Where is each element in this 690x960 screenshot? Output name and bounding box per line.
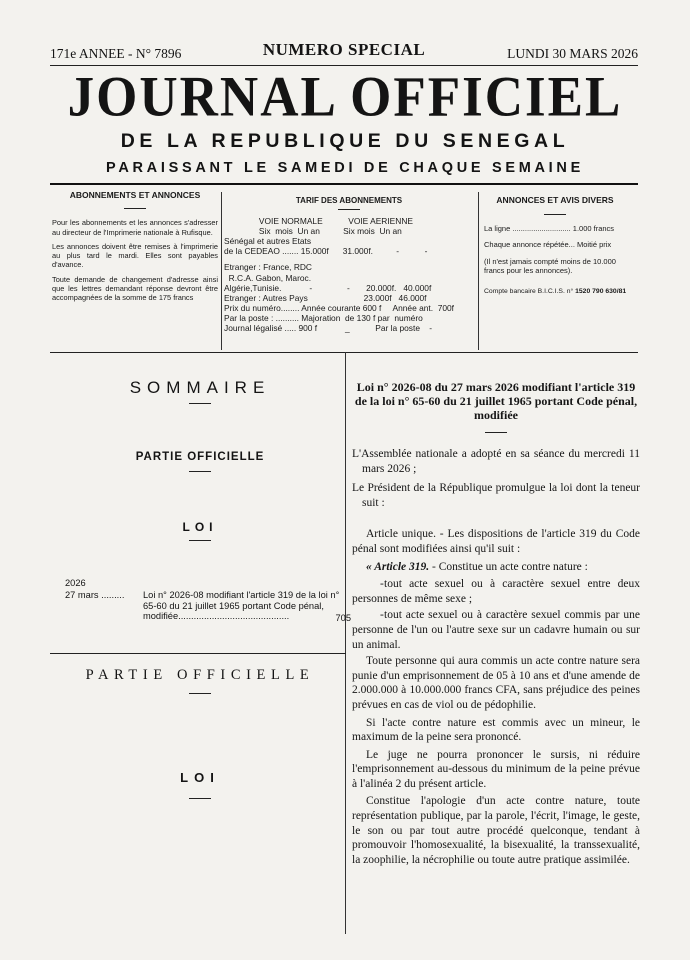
subscriptions-title: ABONNEMENTS ET ANNONCES (69, 190, 201, 200)
masthead-title: JOURNAL OFFICIEL (67, 65, 623, 129)
issue-date: LUNDI 30 MARS 2026 (507, 46, 638, 61)
subscriptions-paragraph: Les annonces doivent être remises à l'imprimerie au plus tard le mardi. Elles sont payables d'avance. (52, 241, 218, 270)
header-bottom-rule (50, 352, 638, 353)
rates-line: Par la poste : .......... Majoration de 130 f par numéro (224, 312, 423, 323)
ads-box (484, 196, 626, 296)
summary-row (65, 589, 351, 623)
body-column-divider (345, 352, 346, 934)
section-rule (50, 653, 346, 654)
subscriptions-paragraph: Pour les abonnements et les annonces s'adresser au directeur de l'Imprimerie nationale à Rufisque. (52, 218, 218, 237)
issue-header-line (50, 42, 638, 66)
summary-title: SOMMAIRE (129, 378, 271, 397)
bank-account-number: 1520 790 630/81 (575, 287, 627, 295)
masthead-subtitle: DE LA REPUBLIQUE DU SENEGAL (120, 130, 570, 152)
law-promulgated: Le Président de la République promulgue la loi dont la teneur suit : (352, 482, 640, 509)
divider (189, 693, 211, 694)
issue-number: 171e ANNEE - N° 7896 (50, 46, 182, 61)
rates-line: Journal légalisé ..... 900 f _ Par la poste - (224, 323, 433, 334)
rates-box (224, 196, 474, 333)
rates-line: Algérie,Tunisie. - - 20.000f. 40.000f (224, 282, 432, 293)
summary-entry-date: 27 mars ......... (65, 589, 125, 600)
masthead-rule (50, 183, 638, 185)
bank-account (484, 287, 626, 297)
law-bullet-text: tout acte sexuel ou à caractère sexuel commis par une personne de l'un ou l'autre sexe sur un cadavre humain ou sur un animal. (352, 609, 640, 651)
rates-line: Six mois Un an Six mois Un an (224, 226, 402, 237)
summary-section: LOI (182, 520, 218, 534)
summary-year: 2026 (65, 578, 86, 588)
divider (485, 432, 507, 433)
summary-entry-page: 705 (335, 612, 351, 623)
summary-entry-text: Loi n° 2026-08 modifiant l'article 319 de la loi n° 65-60 du 21 juillet 1965 portant Code pénal, modifiée........................................... (143, 589, 340, 622)
divider (124, 208, 146, 209)
article-319-label: « Article 319. (366, 560, 430, 573)
ads-title: ANNONCES ET AVIS DIVERS (496, 195, 614, 205)
rates-line: Etranger : France, RDC (224, 262, 312, 273)
law-bullet (352, 577, 640, 606)
bullet-dash: - (380, 609, 384, 622)
rates-line: R.C.A. Gabon, Maroc. (224, 272, 312, 283)
rates-line: de la CEDEAO ....... 15.000f 31.000f. - - (224, 246, 428, 257)
divider (189, 471, 211, 472)
special-issue-label: NUMERO SPECIAL (262, 40, 426, 59)
ads-minimum: (Il n'est jamais compté moins de 10.000 francs pour les annonces). (484, 256, 616, 275)
law-text-column (352, 380, 640, 870)
rates-line: Prix du numéro........ Année courante 600 f Année ant. 700f (224, 302, 454, 313)
divider (189, 798, 211, 799)
law-title: Loi n° 2026-08 du 27 mars 2026 modifiant l'article 319 de la loi n° 65-60 du 21 juillet 1965 portant Code pénal, modifiée (354, 380, 638, 422)
summary-part: PARTIE OFFICIELLE (135, 451, 265, 463)
body-part-title: PARTIE OFFICIELLE (85, 667, 315, 683)
bank-account-label: Compte bancaire B.I.C.I.S. n° (484, 287, 574, 295)
body-section-title: LOI (180, 770, 220, 785)
rates-line: VOIE NORMALE VOIE AERIENNE (224, 216, 413, 227)
publication-frequency: PARAISSANT LE SAMEDI DE CHAQUE SEMAINE (106, 160, 584, 176)
rates-line: Etranger : Autres Pays 23.000f 46.000f (224, 292, 427, 303)
law-paragraph: Toute personne qui aura commis un acte contre nature sera punie d'un emprisonnement de 05 à 10 ans et d'une amende de 2.000.000 à 10.000.000 francs CFA, sans préjudice des peines prévues en cas de viol ou de pédophilie. (352, 655, 640, 711)
divider (189, 403, 211, 404)
subscriptions-paragraph: Toute demande de changement d'adresse ainsi que les lettres demandant réponse devront être accompagnées de la somme de 175 francs (52, 274, 218, 303)
law-paragraph: Si l'acte contre nature est commis avec un mineur, le maximum de la peine sera prononcé. (352, 716, 640, 744)
law-paragraph: Le juge ne pourra prononcer le sursis, ni réduire l'emprisonnement au-dessous du minimum de la peine prévue à l'alinéa 2 du présent article. (352, 748, 640, 790)
ads-line-price: La ligne ............................ 1.000 francs (484, 223, 615, 233)
rates-title: TARIF DES ABONNEMENTS (295, 196, 403, 205)
law-paragraph: Constitue l'apologie d'un acte contre nature, toute représentation publique, par la parole, l'écrit, l'image, le geste, le son ou par tout autre procédé quelconque, tendant à promouvoir l'homosexualité, la bisexualité, la transsexualité, la zoophilie, la nécrophilie ou toute autre pratique assimilée. (352, 795, 640, 866)
column-divider (221, 192, 222, 350)
law-bullet-text: tout acte sexuel ou à caractère sexuel entre deux personnes de même sexe ; (352, 578, 640, 605)
column-divider (478, 192, 479, 350)
divider (544, 214, 566, 215)
law-bullet (352, 608, 640, 652)
summary-entry[interactable] (65, 578, 351, 623)
bullet-dash: - (380, 578, 384, 591)
law-article-319 (352, 560, 640, 575)
divider (189, 540, 211, 541)
ads-repeat-price: Chaque annonce répétée... Moitié prix (484, 240, 612, 249)
law-adopted: L'Assemblée nationale a adopté en sa séance du mercredi 11 mars 2026 ; (352, 448, 640, 475)
article-319-intro: - Constitue un acte contre nature : (429, 560, 588, 573)
rates-line: Sénégal et autres Etats (224, 236, 312, 247)
law-article-unique: Article unique. - Les dispositions de l'article 319 du Code pénal sont modifiées ainsi qu'il suit : (352, 528, 640, 555)
spacer (352, 515, 640, 527)
subscriptions-box (52, 191, 218, 308)
divider (338, 209, 360, 210)
